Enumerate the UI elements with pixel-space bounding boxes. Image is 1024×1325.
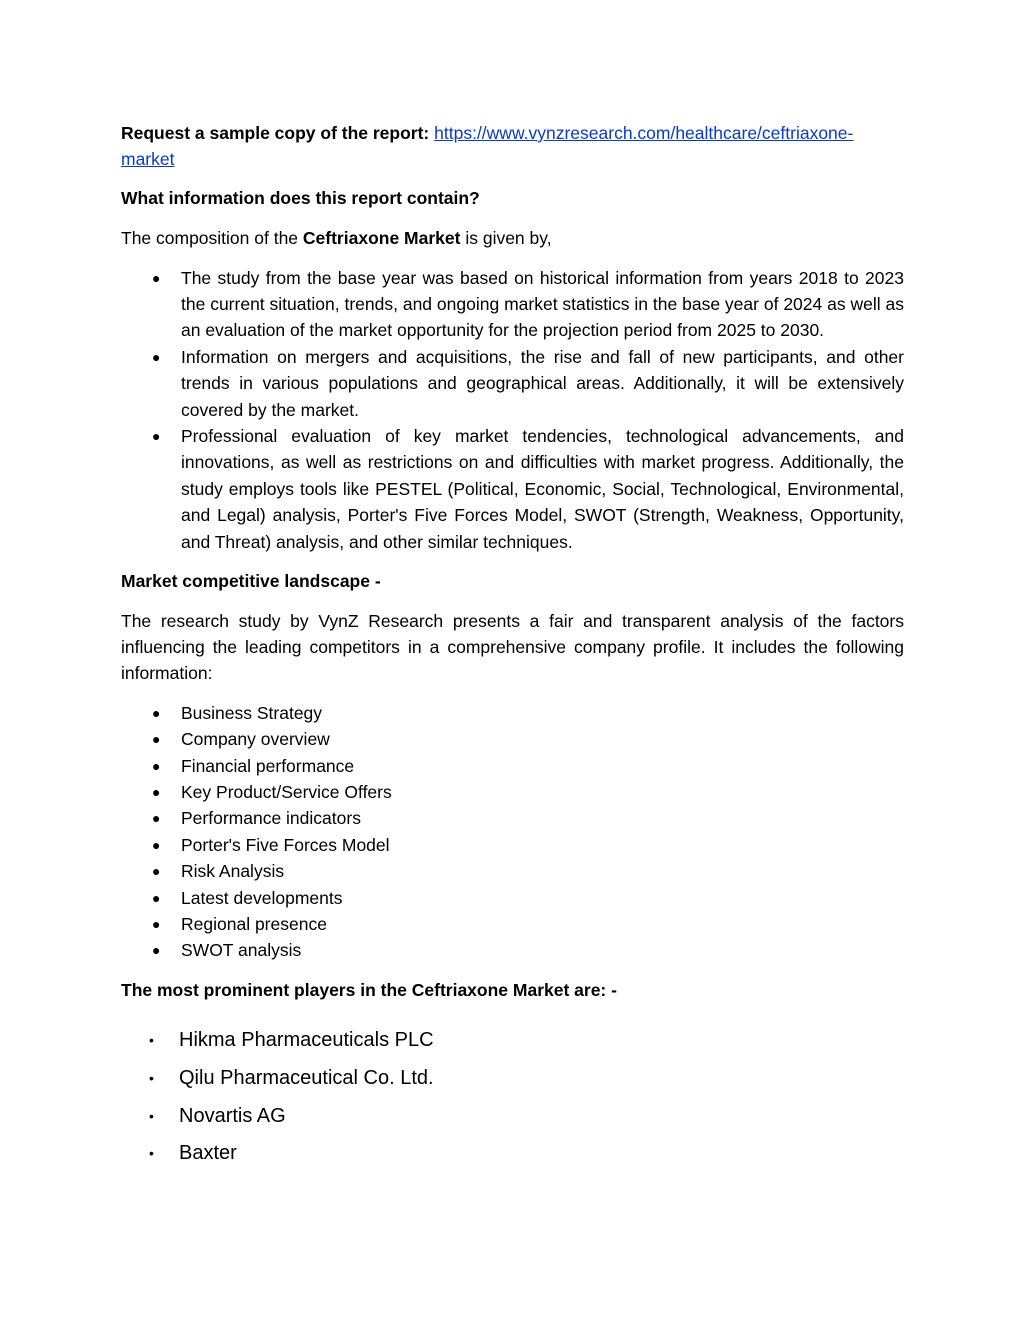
list-item-text: Business Strategy: [181, 702, 323, 723]
bullet-icon: ●: [152, 731, 161, 748]
player-name: Hikma Pharmaceuticals PLC: [179, 1029, 434, 1052]
list-item-text: Key Product/Service Offers: [181, 781, 392, 802]
list-item-text: Risk Analysis: [181, 861, 285, 882]
bullet-icon: •: [149, 1032, 154, 1049]
landscape-list: [121, 700, 904, 964]
bullet-icon: •: [149, 1107, 154, 1124]
list-item: [121, 753, 904, 779]
bullet-icon: •: [149, 1145, 154, 1162]
list-item: [121, 937, 904, 963]
list-item: [121, 344, 904, 423]
list-item: [121, 1027, 904, 1065]
list-item: [121, 1065, 904, 1103]
bullet-icon: ●: [152, 942, 161, 959]
list-item: [121, 832, 904, 858]
document-page: [121, 120, 904, 1178]
composition-list: [121, 265, 904, 555]
bullet-icon: ●: [152, 836, 161, 853]
list-item-text: SWOT analysis: [181, 940, 302, 961]
bullet-icon: ●: [152, 889, 161, 906]
list-item-text: The study from the base year was based on historical information from years 2018 to 2023 the current situation, trends, and ongoing market statistics in the base year of 2024 as well as an evaluation of the market opportunity for the projection period from 2025 to 2030.: [181, 267, 904, 341]
bullet-icon: ●: [152, 863, 161, 880]
request-label: Request a sample copy of the report:: [121, 123, 430, 143]
player-name: Novartis AG: [179, 1104, 286, 1127]
composition-market-name: Ceftriaxone Market: [302, 228, 461, 249]
bullet-icon: ●: [152, 810, 161, 827]
composition-prefix: The composition of the: [121, 228, 303, 249]
list-item: [121, 1103, 904, 1141]
list-item-text: Porter's Five Forces Model: [181, 834, 390, 855]
list-item: [121, 423, 904, 555]
list-item: [121, 805, 904, 831]
list-item-text: Latest developments: [181, 887, 343, 908]
bullet-icon: ●: [152, 757, 161, 774]
report-link[interactable]: https://www.vynzresearch.com/healthcare/ceftriaxone-market: [121, 123, 854, 170]
list-item-text: Company overview: [181, 729, 330, 750]
bullet-icon: ●: [152, 348, 161, 365]
player-name: Baxter: [179, 1142, 237, 1165]
bullet-icon: ●: [152, 783, 161, 800]
list-item-text: Regional presence: [181, 913, 327, 934]
players-heading: The most prominent players in the Ceftriaxone Market are: -: [121, 979, 617, 1000]
info-heading: What information does this report contain?: [121, 187, 480, 208]
list-item: [121, 1140, 904, 1178]
landscape-paragraph: The research study by VynZ Research presents a fair and transparent analysis of the factors influencing the leading competitors in a comprehensive company profile. It includes the following information:: [121, 610, 904, 684]
list-item-text: Professional evaluation of key market tendencies, technological advancements, and innovations, as well as restrictions on and difficulties with market progress. Additionally, the study employs tools like PESTEL (Political, Economic, Social, Technological, Environmental, and Legal) analysis, Porter's Five Forces Model, SWOT (Strength, Weakness, Opportunity, and Threat) analysis, and other similar techniques.: [181, 426, 904, 552]
request-line: [121, 120, 904, 173]
list-item: [121, 885, 904, 911]
list-item: [121, 779, 904, 805]
list-item: [121, 265, 904, 344]
landscape-heading: Market competitive landscape -: [121, 571, 381, 592]
bullet-icon: •: [149, 1069, 154, 1086]
list-item-text: Financial performance: [181, 755, 355, 776]
list-item-text: Information on mergers and acquisitions, the rise and fall of new participants, and other trends in various populations and geographical areas. Additionally, it will be extensively covered by the market.: [181, 346, 904, 420]
list-item: [121, 858, 904, 884]
list-item: [121, 726, 904, 752]
list-item: [121, 911, 904, 937]
composition-suffix: is given by,: [460, 228, 552, 249]
bullet-icon: ●: [152, 704, 161, 721]
bullet-icon: ●: [152, 269, 161, 286]
list-item: [121, 700, 904, 726]
player-name: Qilu Pharmaceutical Co. Ltd.: [179, 1066, 434, 1089]
composition-line: [121, 225, 904, 251]
players-list: [121, 1027, 904, 1178]
bullet-icon: ●: [152, 915, 161, 932]
bullet-icon: ●: [152, 428, 161, 445]
list-item-text: Performance indicators: [181, 808, 361, 829]
